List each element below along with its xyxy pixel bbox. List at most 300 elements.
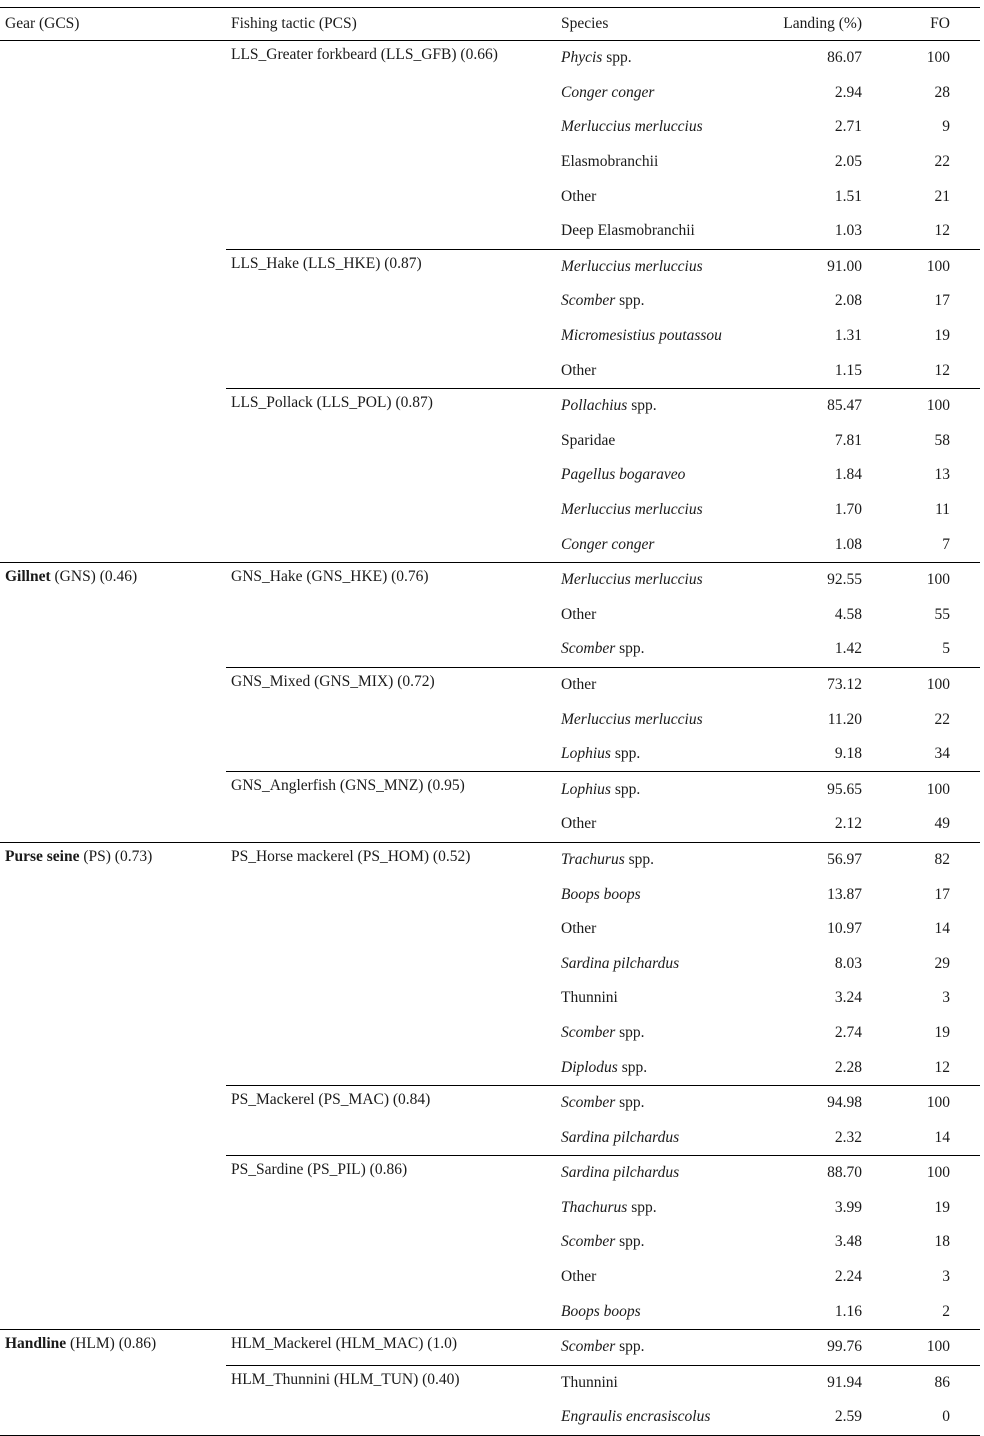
fishing-tactic-cell xyxy=(226,912,557,947)
landing-value: 92.55 xyxy=(777,562,884,597)
fishing-tactic-cell xyxy=(226,1120,557,1155)
fo-value: 19 xyxy=(934,1023,950,1041)
table-row xyxy=(0,877,980,912)
gear-cell xyxy=(0,1260,226,1295)
fo-value: 86 xyxy=(884,1365,980,1400)
species-cell xyxy=(557,1191,777,1226)
fo-value: 34 xyxy=(934,745,950,763)
landing-value: 88.70 xyxy=(777,1156,884,1191)
species-name-italic: Boops boops xyxy=(561,1302,641,1320)
species-name-italic: Phycis xyxy=(561,49,603,67)
fo-value: 0 xyxy=(884,1400,980,1435)
fishing-tactic-cell xyxy=(226,981,557,1016)
table-row xyxy=(0,249,980,284)
fo-value: 100 xyxy=(884,1156,980,1191)
gear-cell xyxy=(0,458,226,493)
table-row xyxy=(0,1191,980,1226)
table-row xyxy=(0,145,980,180)
landing-value: 2.12 xyxy=(834,815,862,833)
landing-value: 2.24 xyxy=(834,1268,862,1286)
fishing-tactics-table xyxy=(0,7,980,1436)
table-row xyxy=(0,214,980,249)
species-cell xyxy=(557,1260,777,1295)
table-row xyxy=(0,41,980,76)
species-name-plain: spp. xyxy=(615,1233,645,1251)
fishing-tactic-cell xyxy=(226,388,557,423)
gear-cell xyxy=(0,1225,226,1260)
fishing-tactic-cell xyxy=(226,1085,557,1120)
gear-cell xyxy=(0,424,226,459)
fo-value: 12 xyxy=(934,1058,950,1076)
table-row xyxy=(0,667,980,702)
species-name-plain: Other xyxy=(561,187,597,205)
fishing-tactic-cell xyxy=(226,1365,557,1400)
species-name-plain: spp. xyxy=(615,292,645,310)
fo-value: 3 xyxy=(942,1268,950,1286)
fo-value: 100 xyxy=(884,1329,980,1365)
species-cell xyxy=(557,1156,777,1191)
fishing-tactic-cell xyxy=(226,772,557,807)
fo-value: 7 xyxy=(942,535,950,553)
landing-value: 99.76 xyxy=(777,1329,884,1365)
table-row xyxy=(0,1225,980,1260)
fishing-tactic-cell xyxy=(226,493,557,528)
species-name-italic: Scomber xyxy=(561,1094,616,1112)
fishing-tactic-cell xyxy=(226,1225,557,1260)
fo-value: 82 xyxy=(884,842,980,877)
landing-value: 1.51 xyxy=(834,187,862,205)
species-cell xyxy=(557,424,777,459)
table-row xyxy=(0,1156,980,1191)
fo-value: 5 xyxy=(942,640,950,658)
species-name-plain: Elasmobranchii xyxy=(561,153,659,171)
species-cell xyxy=(557,284,777,319)
fishing-tactic-label: HLM_Thunnini (HLM_TUN) (0.40) xyxy=(231,1370,460,1388)
species-name-italic: Merluccius merluccius xyxy=(561,118,703,136)
gear-cell xyxy=(0,284,226,319)
landing-value: 3.24 xyxy=(834,989,862,1007)
gear-cell xyxy=(0,877,226,912)
species-cell xyxy=(557,598,777,633)
table-row xyxy=(0,912,980,947)
species-name-plain: spp. xyxy=(615,1094,645,1112)
species-cell xyxy=(557,772,777,807)
species-name-plain: Thunnini xyxy=(561,1373,618,1391)
species-name-plain: spp. xyxy=(627,397,657,415)
fo-value: 55 xyxy=(934,605,950,623)
species-name-plain: Other xyxy=(561,920,597,938)
gear-cell xyxy=(0,1085,226,1120)
species-name-italic: Merluccius merluccius xyxy=(561,501,703,519)
table-row xyxy=(0,981,980,1016)
fishing-tactic-cell xyxy=(226,249,557,284)
header-row xyxy=(0,8,980,41)
gear-cell xyxy=(0,1016,226,1051)
species-cell xyxy=(557,145,777,180)
fo-value: 12 xyxy=(934,361,950,379)
fo-value: 100 xyxy=(926,49,950,67)
fishing-tactic-cell xyxy=(226,214,557,249)
species-name-plain: spp. xyxy=(624,850,655,868)
fo-value: 14 xyxy=(934,920,950,938)
fishing-tactic-label: PS_Mackerel (PS_MAC) (0.84) xyxy=(231,1090,431,1108)
species-name-italic: Scomber xyxy=(561,292,616,310)
species-cell xyxy=(557,1050,777,1085)
table-row xyxy=(0,1016,980,1051)
species-name-plain: Thunnini xyxy=(561,989,618,1007)
table-row xyxy=(0,702,980,737)
fishing-tactic-label: GNS_Anglerfish (GNS_MNZ) (0.95) xyxy=(231,777,465,795)
table-row xyxy=(0,1400,980,1435)
species-name-plain: spp. xyxy=(627,1198,657,1216)
gear-cell xyxy=(0,1365,226,1400)
gear-cell xyxy=(0,319,226,354)
fishing-tactic-cell xyxy=(226,319,557,354)
species-name-plain: spp. xyxy=(610,780,641,798)
gear-cell xyxy=(0,1120,226,1155)
species-cell xyxy=(557,912,777,947)
species-name-italic: Conger conger xyxy=(561,535,655,553)
landing-value: 9.18 xyxy=(834,745,862,763)
table-row xyxy=(0,527,980,562)
table-row xyxy=(0,179,980,214)
fishing-tactic-cell xyxy=(226,41,557,76)
fo-value: 14 xyxy=(934,1128,950,1146)
landing-value: 56.97 xyxy=(777,842,884,877)
landing-value: 1.70 xyxy=(834,501,862,519)
header-fo: FO xyxy=(884,8,980,41)
gear-cell xyxy=(0,214,226,249)
landing-value: 73.12 xyxy=(777,667,884,702)
species-cell xyxy=(557,388,777,423)
fishing-tactic-cell xyxy=(226,877,557,912)
fishing-tactic-cell xyxy=(226,598,557,633)
gear-cell xyxy=(0,41,226,76)
table-row xyxy=(0,1294,980,1329)
species-cell xyxy=(557,1225,777,1260)
fishing-tactic-cell xyxy=(226,284,557,319)
fo-value: 21 xyxy=(934,187,950,205)
species-name-plain: spp. xyxy=(610,745,641,763)
species-name-plain: spp. xyxy=(615,640,645,658)
table-row xyxy=(0,1329,980,1365)
gear-cell xyxy=(0,1329,226,1365)
species-name-italic: Pollachius xyxy=(561,397,628,415)
species-cell xyxy=(557,1365,777,1400)
species-cell xyxy=(557,1016,777,1051)
table-row xyxy=(0,1085,980,1120)
species-name-italic: Merluccius merluccius xyxy=(561,571,703,589)
gear-cell xyxy=(0,1050,226,1085)
species-name-italic: Scomber xyxy=(561,1023,616,1041)
fishing-tactic-cell xyxy=(226,1400,557,1435)
species-cell xyxy=(557,76,777,111)
landing-value: 1.42 xyxy=(834,640,862,658)
gear-cell xyxy=(0,807,226,842)
gear-cell xyxy=(0,981,226,1016)
fishing-tactic-cell xyxy=(226,702,557,737)
gear-cell xyxy=(0,353,226,388)
fo-value: 11 xyxy=(935,501,950,519)
fishing-tactic-label: LLS_Greater forkbeard (LLS_GFB) (0.66) xyxy=(231,46,498,63)
landing-value: 1.31 xyxy=(834,327,862,345)
landing-value: 13.87 xyxy=(827,885,862,903)
species-name-italic: Pagellus bogaraveo xyxy=(561,466,686,484)
species-name-plain: Sparidae xyxy=(561,431,616,449)
fishing-tactic-label: PS_Horse mackerel (PS_HOM) (0.52) xyxy=(231,847,471,865)
table-row xyxy=(0,772,980,807)
landing-value: 2.05 xyxy=(834,153,862,171)
landing-value: 11.20 xyxy=(827,710,862,728)
fishing-tactic-cell xyxy=(226,737,557,772)
fo-value: 100 xyxy=(884,667,980,702)
landing-value: 94.98 xyxy=(777,1085,884,1120)
species-name-italic: Diplodus xyxy=(561,1058,618,1076)
species-name-italic: Merluccius merluccius xyxy=(561,710,703,728)
fo-value: 19 xyxy=(934,327,950,345)
landing-value: 10.97 xyxy=(827,920,862,938)
gear-cell xyxy=(0,110,226,145)
fishing-tactic-label: GNS_Mixed (GNS_MIX) (0.72) xyxy=(231,672,435,690)
fo-value: 49 xyxy=(934,815,950,833)
fishing-tactic-label: LLS_Pollack (LLS_POL) (0.87) xyxy=(231,393,433,411)
fo-value: 22 xyxy=(934,153,950,171)
species-name-plain: Other xyxy=(561,1268,597,1286)
table-row xyxy=(0,1365,980,1400)
landing-value: 3.99 xyxy=(834,1198,862,1216)
gear-cell xyxy=(0,388,226,423)
gear-cell xyxy=(0,702,226,737)
fishing-tactic-cell xyxy=(226,562,557,597)
table-row xyxy=(0,632,980,667)
species-name-italic: Lophius xyxy=(561,745,611,763)
fishing-tactic-label: HLM_Mackerel (HLM_MAC) (1.0) xyxy=(231,1334,457,1352)
species-name-italic: Sardina pilchardus xyxy=(561,954,680,972)
gear-cell xyxy=(0,946,226,981)
header-gear: Gear (GCS) xyxy=(0,8,226,41)
gear-name: Purse seine xyxy=(5,847,80,865)
gear-cell xyxy=(0,76,226,111)
gear-cell xyxy=(0,632,226,667)
species-cell xyxy=(557,877,777,912)
landing-value: 2.28 xyxy=(834,1058,862,1076)
landing-value: 2.32 xyxy=(834,1128,862,1146)
fo-value: 100 xyxy=(884,388,980,423)
fishing-tactic-cell xyxy=(226,110,557,145)
table-row xyxy=(0,1120,980,1155)
landing-value: 1.03 xyxy=(834,222,862,240)
fishing-tactic-cell xyxy=(226,1329,557,1365)
gear-cell xyxy=(0,598,226,633)
table-row xyxy=(0,493,980,528)
fo-value: 3 xyxy=(942,989,950,1007)
landing-value: 4.58 xyxy=(834,605,862,623)
table-row xyxy=(0,388,980,423)
species-cell xyxy=(557,319,777,354)
species-cell xyxy=(557,214,777,249)
species-name-italic: Merluccius merluccius xyxy=(561,257,703,275)
gear-cell xyxy=(0,1156,226,1191)
fishing-tactic-label: PS_Sardine (PS_PIL) (0.86) xyxy=(231,1161,408,1178)
gear-cell xyxy=(0,772,226,807)
fishing-tactic-cell xyxy=(226,1016,557,1051)
table-row xyxy=(0,737,980,772)
species-cell xyxy=(557,702,777,737)
species-name-italic: Boops boops xyxy=(561,885,641,903)
species-cell xyxy=(557,353,777,388)
fo-value: 9 xyxy=(942,118,950,136)
species-name-plain: spp. xyxy=(615,1023,645,1041)
fo-value: 2 xyxy=(942,1302,950,1320)
species-cell xyxy=(557,632,777,667)
gear-code: (HLM) (0.86) xyxy=(66,1334,157,1352)
fishing-tactic-cell xyxy=(226,527,557,562)
landing-value: 95.65 xyxy=(777,772,884,807)
gear-cell xyxy=(0,1294,226,1329)
fishing-tactic-cell xyxy=(226,1191,557,1226)
species-cell xyxy=(557,110,777,145)
fo-value: 29 xyxy=(934,954,950,972)
gear-cell xyxy=(0,145,226,180)
gear-code: (PS) (0.73) xyxy=(79,847,153,865)
species-name-plain: Other xyxy=(561,815,597,833)
species-cell xyxy=(557,41,777,76)
fishing-tactic-cell xyxy=(226,842,557,877)
landing-value: 2.94 xyxy=(834,83,862,101)
species-name-italic: Lophius xyxy=(561,780,611,798)
table-row xyxy=(0,946,980,981)
landing-value: 91.00 xyxy=(777,249,884,284)
gear-cell xyxy=(0,1191,226,1226)
fishing-tactic-cell xyxy=(226,1156,557,1191)
species-cell xyxy=(557,807,777,842)
gear-cell xyxy=(0,1400,226,1435)
landing-value: 2.71 xyxy=(834,118,862,136)
table-row xyxy=(0,562,980,597)
species-name-plain: spp. xyxy=(615,1338,645,1356)
gear-cell xyxy=(0,179,226,214)
species-cell xyxy=(557,249,777,284)
fishing-tactic-cell xyxy=(226,424,557,459)
landing-value: 2.59 xyxy=(777,1400,884,1435)
species-cell xyxy=(557,1085,777,1120)
fishing-tactic-cell xyxy=(226,1294,557,1329)
table-header xyxy=(0,8,980,41)
fishing-tactic-cell xyxy=(226,179,557,214)
fo-value: 22 xyxy=(934,710,950,728)
gear-cell xyxy=(0,493,226,528)
fo-value: 58 xyxy=(934,431,950,449)
table-row xyxy=(0,807,980,842)
landing-value: 7.81 xyxy=(834,431,862,449)
fishing-tactic-cell xyxy=(226,458,557,493)
fishing-tactic-cell xyxy=(226,807,557,842)
landing-value: 1.16 xyxy=(834,1302,862,1320)
table-body xyxy=(0,41,980,1436)
landing-value: 85.47 xyxy=(777,388,884,423)
fishing-tactic-cell xyxy=(226,632,557,667)
species-cell xyxy=(557,562,777,597)
species-cell xyxy=(557,1120,777,1155)
gear-cell xyxy=(0,912,226,947)
species-cell xyxy=(557,946,777,981)
gear-cell xyxy=(0,249,226,284)
species-name-plain: Other xyxy=(561,675,597,693)
table-row xyxy=(0,458,980,493)
table-row xyxy=(0,598,980,633)
species-cell xyxy=(557,1329,777,1365)
fo-value: 12 xyxy=(934,222,950,240)
gear-cell xyxy=(0,527,226,562)
gear-cell xyxy=(0,737,226,772)
landing-value: 3.48 xyxy=(834,1233,862,1251)
gear-cell xyxy=(0,562,226,597)
species-name-plain: Other xyxy=(561,605,597,623)
table-row xyxy=(0,1260,980,1295)
fo-value: 17 xyxy=(934,292,950,310)
landing-value: 1.15 xyxy=(834,361,862,379)
species-cell xyxy=(557,1400,777,1435)
table-row xyxy=(0,284,980,319)
gear-cell xyxy=(0,667,226,702)
species-name-italic: Scomber xyxy=(561,1233,616,1251)
table-row xyxy=(0,424,980,459)
species-cell xyxy=(557,737,777,772)
table-row xyxy=(0,1050,980,1085)
species-cell xyxy=(557,842,777,877)
species-name-plain: spp. xyxy=(617,1058,648,1076)
species-name-italic: Trachurus xyxy=(561,850,625,868)
species-name-plain: Deep Elasmobranchii xyxy=(561,222,695,240)
landing-value: 1.08 xyxy=(834,535,862,553)
fishing-tactic-cell xyxy=(226,946,557,981)
species-name-italic: Engraulis encrasiscolus xyxy=(561,1408,711,1426)
fishing-tactic-cell xyxy=(226,353,557,388)
species-cell xyxy=(557,1294,777,1329)
table-row xyxy=(0,110,980,145)
species-cell xyxy=(557,667,777,702)
species-cell xyxy=(557,527,777,562)
landing-value: 2.08 xyxy=(834,292,862,310)
table-row xyxy=(0,76,980,111)
species-name-italic: Conger conger xyxy=(561,83,655,101)
species-cell xyxy=(557,458,777,493)
landing-value: 2.74 xyxy=(834,1023,862,1041)
gear-code: (GNS) (0.46) xyxy=(50,567,138,585)
fishing-tactic-label: LLS_Hake (LLS_HKE) (0.87) xyxy=(231,254,422,272)
species-name-italic: Sardina pilchardus xyxy=(561,1164,680,1182)
header-landing: Landing (%) xyxy=(777,8,884,41)
species-cell xyxy=(557,493,777,528)
fo-value: 100 xyxy=(884,249,980,284)
species-cell xyxy=(557,981,777,1016)
fo-value: 100 xyxy=(884,562,980,597)
fo-value: 100 xyxy=(884,772,980,807)
table-row xyxy=(0,319,980,354)
fishing-tactic-cell xyxy=(226,145,557,180)
table-row xyxy=(0,353,980,388)
gear-cell xyxy=(0,842,226,877)
header-species: Species xyxy=(557,8,777,41)
species-name-italic: Micromesistius poutassou xyxy=(561,327,722,345)
landing-value: 1.84 xyxy=(834,466,862,484)
fo-value: 13 xyxy=(934,466,950,484)
fishing-tactic-cell xyxy=(226,1260,557,1295)
gear-name: Handline xyxy=(5,1334,67,1352)
gear-name: Gillnet xyxy=(5,567,51,585)
species-name-italic: Scomber xyxy=(561,640,616,658)
fishing-tactic-cell xyxy=(226,1050,557,1085)
